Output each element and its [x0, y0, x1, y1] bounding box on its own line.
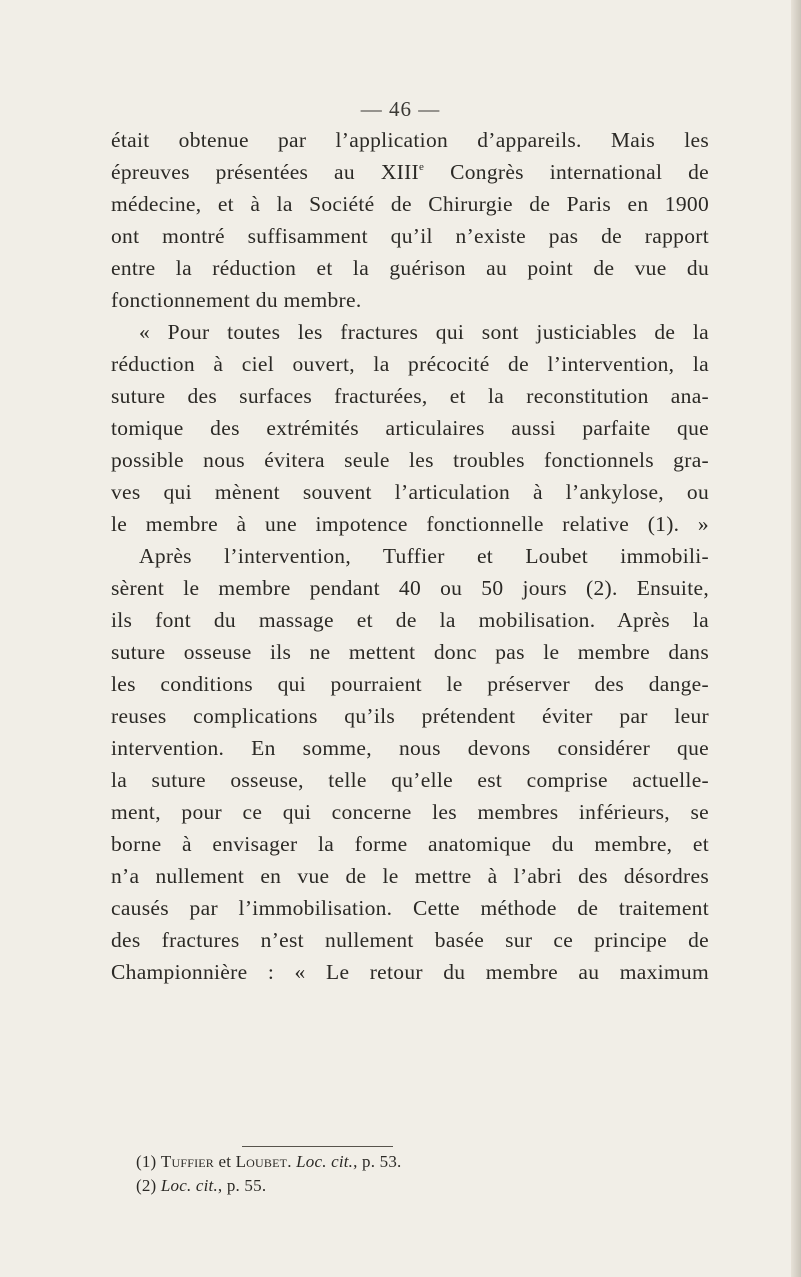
footnote-ref: Loc. cit.: [160, 1176, 218, 1195]
text-line: était obtenue par l’application d’appareils. Mais les: [111, 128, 709, 152]
text-line: intervention. En somme, nous devons considérer que: [111, 736, 709, 760]
text-line: épreuves présentées au XIIIe Congrès international de: [111, 160, 710, 184]
text-line: entre la réduction et la guérison au point de vue du: [111, 256, 709, 280]
text-line: suture osseuse ils ne mettent donc pas le membre dans: [111, 640, 709, 664]
footnote-2: (2) Loc. cit., p. 55.: [136, 1176, 267, 1195]
text-line: Championnière : « Le retour du membre au maximum: [111, 960, 709, 984]
text-line: sèrent le membre pendant 40 ou 50 jours (2). Ensuite,: [111, 576, 709, 600]
text-line: possible nous évitera seule les troubles fonctionnels gra-: [111, 448, 709, 472]
footnote-1: (1) Tuffier et Loubet. Loc. cit., p. 53.: [136, 1152, 402, 1171]
text-line: n’a nullement en vue de le mettre à l’abri des désordres: [111, 864, 709, 888]
text-line: ves qui mènent souvent l’articulation à l’ankylose, ou: [111, 480, 709, 504]
footnote-author: Tuffier: [160, 1152, 215, 1171]
text-line: ils font du massage et de la mobilisation. Après la: [111, 608, 709, 632]
text-line: borne à envisager la forme anatomique du membre, et: [111, 832, 709, 856]
text-line: fonctionnement du membre.: [111, 288, 362, 312]
superscript: e: [419, 161, 425, 173]
text-line: ment, pour ce qui concerne les membres inférieurs, se: [111, 800, 709, 824]
text-line: tomique des extrémités articulaires aussi parfaite que: [111, 416, 709, 440]
footnote-ref: Loc. cit.: [296, 1152, 354, 1171]
body-text: [111, 124, 709, 988]
text-line: « Pour toutes les fractures qui sont justiciables de la: [139, 320, 709, 344]
footnote-author: Loubet: [235, 1152, 288, 1171]
page-number: — 46 —: [360, 97, 441, 121]
text-line: Après l’intervention, Tuffier et Loubet immobili-: [139, 544, 709, 568]
text-line: causés par l’immobilisation. Cette méthode de traitement: [111, 896, 709, 920]
text-line: des fractures n’est nullement basée sur ce principe de: [111, 928, 709, 952]
text-line: médecine, et à la Société de Chirurgie de Paris en 1900: [111, 192, 709, 216]
text-line: les conditions qui pourraient le préserver des dange-: [111, 672, 709, 696]
footnotes: [136, 1150, 696, 1198]
text-line: le membre à une impotence fonctionnelle relative (1). »: [111, 512, 709, 536]
text-line: ont montré suffisamment qu’il n’existe pas de rapport: [111, 224, 709, 248]
text-line: suture des surfaces fracturées, et la reconstitution ana-: [111, 384, 709, 408]
page-edge: [791, 0, 801, 1277]
text-line: la suture osseuse, telle qu’elle est comprise actuelle-: [111, 768, 709, 792]
text-line: reuses complications qu’ils prétendent éviter par leur: [111, 704, 709, 728]
text-line: réduction à ciel ouvert, la précocité de l’intervention, la: [111, 352, 709, 376]
footnote-rule: [242, 1146, 393, 1147]
